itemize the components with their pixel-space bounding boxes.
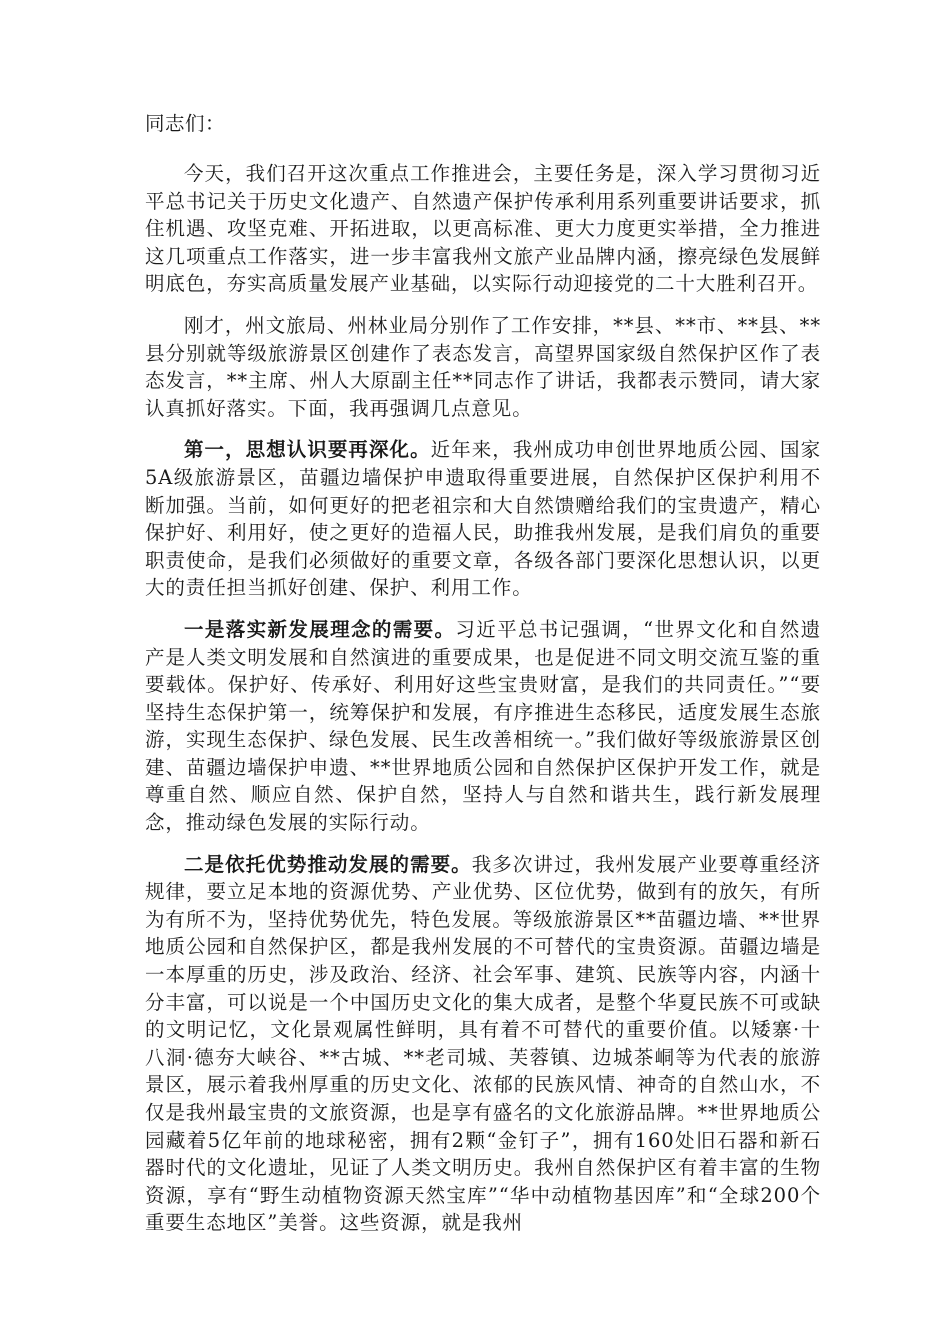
paragraph-lead: 第一，思想认识要再深化。 (184, 438, 431, 462)
paragraph-subpoint-two (145, 851, 821, 1237)
salutation: 同志们： (145, 112, 226, 135)
paragraph-subpoint-one (145, 616, 821, 837)
paragraph-text: 我多次讲过，我州发展产业要尊重经济规律，要立足本地的资源优势、产业优势、区位优势，做到有的放矢，有所为有所不为，坚持优势优先，特色发展。等级旅游景区**苗疆边墙、**世界地质公园和自然保护区，都是我州发展的不可替代的宝贵资源。苗疆边墙是一本厚重的历史，涉及政治、经济、社会军事、建筑、民族等内容，内涵十分丰富，可以说是一个中国历史文化的集大成者，是整个华夏民族不可或缺的文明记忆，文化景观属性鲜明，具有着不可替代的重要价值。以矮寨·十八洞·德夯大峡谷、**古城、**老司城、芙蓉镇、边城茶峒等为代表的旅游景区，展示着我州厚重的历史文化、浓郁的民族风情、神奇的自然山水，不仅是我州最宝贵的文旅资源，也是享有盛名的文化旅游品牌。**世界地质公园藏着5亿年前的地球秘密，拥有2颗“金钉子”，拥有160处旧石器和新石器时代的文化遗址，见证了人类文明历史。我州自然保护区有着丰富的生物资源，享有“野生动植物资源天然宝库”“华中动植物基因库”和“全球200个重要生态地区”美誉。这些资源，就是我州 (145, 852, 821, 1235)
paragraph-point-one (145, 436, 821, 602)
paragraph-lead: 二是依托优势推动发展的需要。 (184, 852, 472, 876)
paragraph-lead: 一是落实新发展理念的需要。 (184, 617, 456, 641)
paragraph-text: 习近平总书记强调，“世界文化和自然遗产是人类文明发展和自然演进的重要成果，也是促进不同文明交流互鉴的重要载体。保护好、传承好、利用好这些宝贵财富，是我们的共同责任。”“要坚持生态保护第一，统筹保护和发展，有序推进生态移民，适度发展生态旅游，实现生态保护、绿色发展、民生改善相统一。”我们做好等级旅游景区创建、苗疆边墙保护申遗、**世界地质公园和自然保护区保护开发工作，就是尊重自然、顺应自然、保护自然，坚持人与自然和谐共生，践行新发展理念，推动绿色发展的实际行动。 (145, 617, 822, 835)
paragraph-text: 刚才，州文旅局、州林业局分别作了工作安排，**县、**市、**县、**县分别就等级旅游景区创建作了表态发言，高望界国家级自然保护区作了表态发言，**主席、州人大原副主任**同志作了讲话，我都表示赞同，请大家认真抓好落实。下面，我再强调几点意见。 (145, 313, 821, 420)
paragraph-text: 近年来，我州成功申创世界地质公园、国家5A级旅游景区，苗疆边墙保护申遗取得重要进展，自然保护区保护利用不断加强。当前，如何更好的把老祖宗和大自然馈赠给我们的宝贵遗产，精心保护好、利用好，使之更好的造福人民，助推我州发展，是我们肩负的重要职责使命，是我们必须做好的重要文章，各级各部门要深化思想认识，以更大的责任担当抓好创建、保护、利用工作。 (145, 438, 821, 600)
paragraph-review (145, 312, 821, 422)
paragraph-opening (145, 160, 821, 298)
paragraph-text: 今天，我们召开这次重点工作推进会，主要任务是，深入学习贯彻习近平总书记关于历史文化遗产、自然遗产保护传承利用系列重要讲话要求，抓住机遇、攻坚克难、开拓进取，以更高标准、更大力度更实举措，全力推进这几项重点工作落实，进一步丰富我州文旅产业品牌内涵，擦亮绿色发展鲜明底色，夯实高质量发展产业基础，以实际行动迎接党的二十大胜利召开。 (145, 162, 821, 296)
document-page (145, 110, 821, 1251)
